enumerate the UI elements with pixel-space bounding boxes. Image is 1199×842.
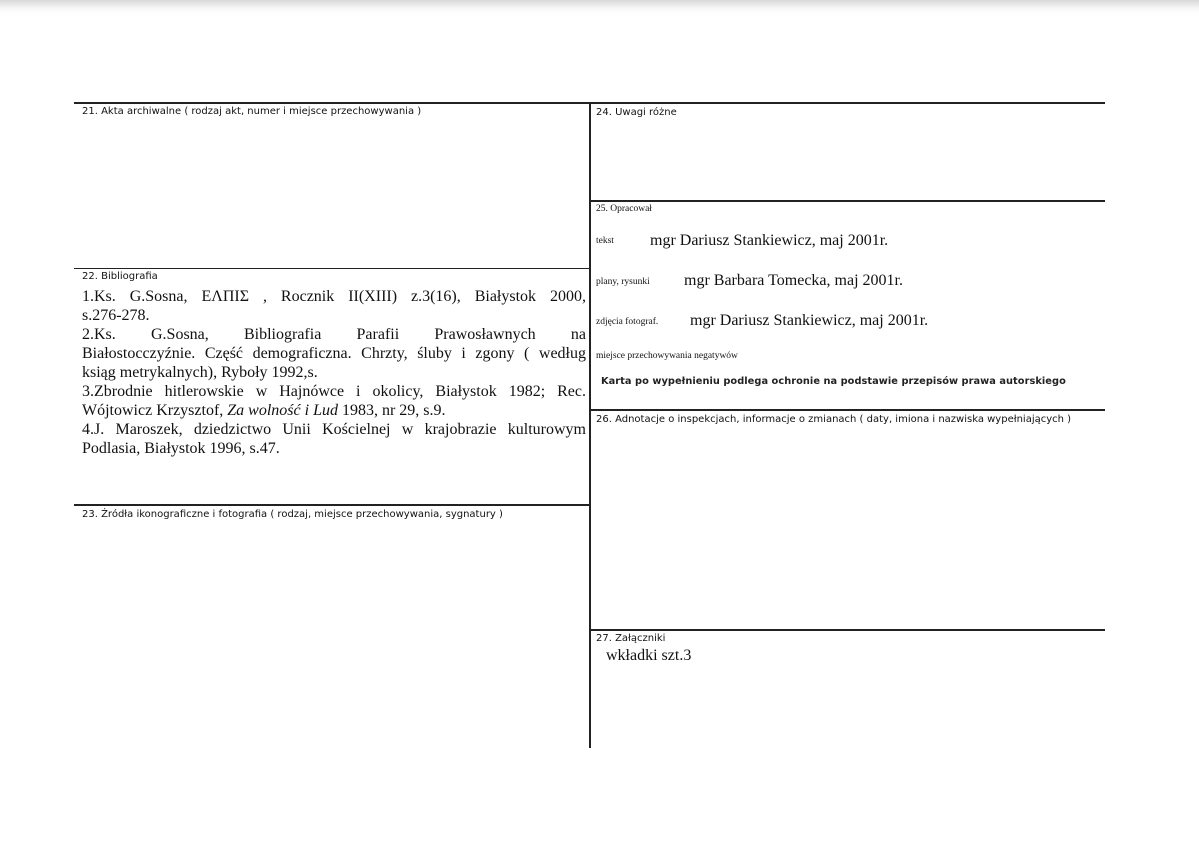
- miejsce-label: miejsce przechowywania negatywów: [596, 351, 738, 361]
- bib-entry-2-line-2: Białostocczyźnie. Część demograficzna. Chrzty, śluby i zgony ( według: [82, 345, 586, 362]
- bib-entry-1-line-1: 1.Ks. G.Sosna, ΕΛΠΙΣ , Rocznik II(XIII) z.3(16), Białystok 2000,: [82, 288, 586, 305]
- bib-entry-3-line-2: [82, 401, 586, 420]
- rule-left-23: [74, 504, 590, 506]
- bib-entry-3-journal: Za wolność i Lud: [227, 402, 338, 419]
- zdjecia-label: zdjęcia fotograf.: [596, 317, 659, 327]
- tekst-value: mgr Dariusz Stankiewicz, maj 2001r.: [650, 232, 889, 249]
- plany-value: mgr Barbara Tomecka, maj 2001r.: [684, 272, 903, 289]
- bib-entry-1-line-2: s.276-278.: [82, 307, 150, 324]
- plany-label: plany, rysunki: [596, 277, 650, 287]
- bibliography-list: [82, 287, 586, 458]
- rule-right-27: [590, 629, 1105, 631]
- section-27-label: 27. Załączniki: [596, 633, 666, 644]
- section-23-label: 23. Źródła ikonograficzne i fotografia ( rodzaj, miejsce przechowywania, sygnatury ): [82, 509, 503, 520]
- copyright-notice: Karta po wypełnieniu podlega ochronie na podstawie przepisów prawa autorskiego: [601, 376, 1066, 387]
- section-22-label: 22. Bibliografia: [82, 271, 158, 282]
- bib-entry-4-line-2: Podlasia, Białystok 1996, s.47.: [82, 440, 280, 457]
- attachments-value: wkładki szt.3: [606, 647, 692, 664]
- bib-entry-2-line-1: 2.Ks. G.Sosna, Bibliografia Parafii Prawosławnych na: [82, 326, 586, 343]
- tekst-label: tekst: [596, 236, 614, 246]
- bib-entry-3-author: Wójtowicz Krzysztof,: [82, 402, 228, 419]
- section-24-label: 24. Uwagi różne: [596, 107, 677, 118]
- scan-edge-shadow: [0, 0, 1199, 14]
- zdjecia-value: mgr Dariusz Stankiewicz, maj 2001r.: [690, 312, 929, 329]
- section-26-label: 26. Adnotacje o inspekcjach, informacje o zmianach ( daty, imiona i nazwiska wypełniających ): [596, 414, 1072, 425]
- section-21-label: 21. Akta archiwalne ( rodzaj akt, numer i miejsce przechowywania ): [82, 106, 422, 117]
- bib-entry-3-issue: 1983, nr 29, s.9.: [337, 402, 446, 419]
- bib-entry-4-line-1: 4.J. Maroszek, dziedzictwo Unii Kościelnej w krajobrazie kulturowym: [82, 421, 586, 438]
- bib-entry-3-line-1: 3.Zbrodnie hitlerowskie w Hajnówce i okolicy, Białystok 1982; Rec.: [82, 383, 586, 400]
- rule-left-22: [74, 268, 590, 269]
- rule-right-25: [590, 200, 1105, 202]
- bib-entry-2-line-3: ksiąg metrykalnych), Ryboły 1992,s.: [82, 364, 318, 381]
- section-25-label: 25. Opracował: [596, 204, 652, 214]
- rule-right-26: [590, 409, 1105, 411]
